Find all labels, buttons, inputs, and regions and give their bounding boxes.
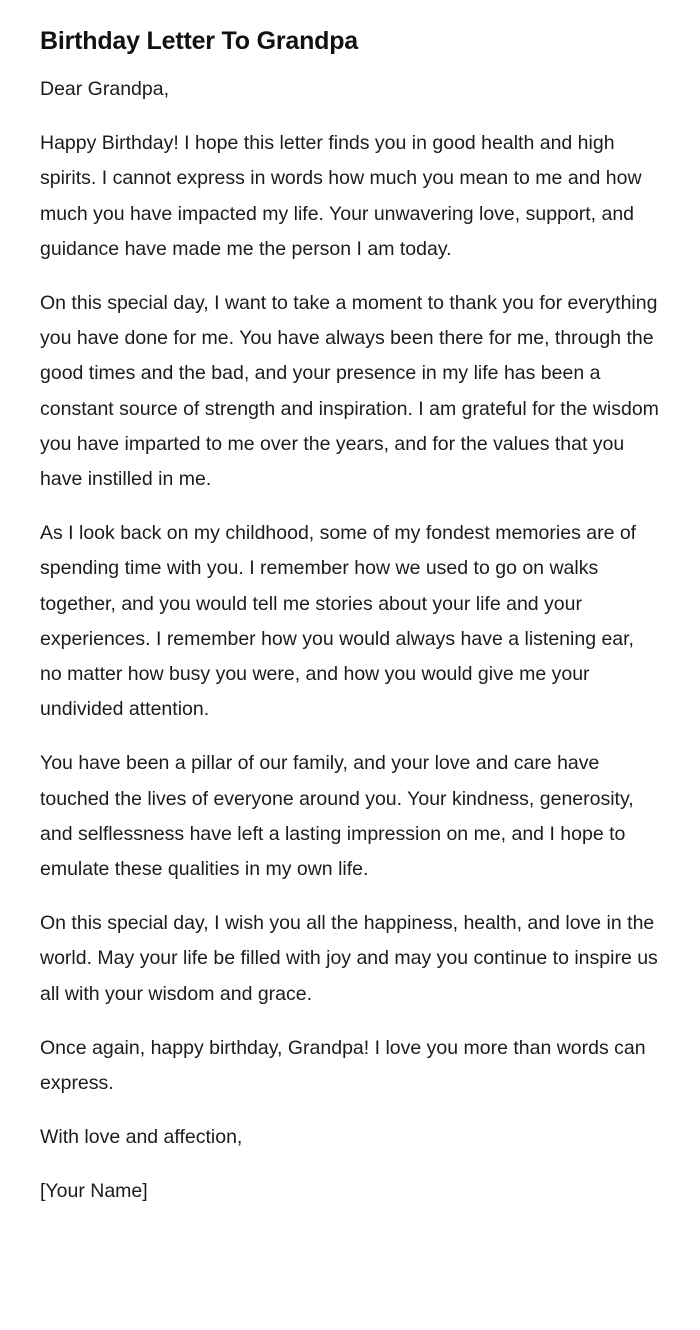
letter-paragraph: Happy Birthday! I hope this letter finds you in good health and high spirits. I cannot express in words how much you mean to me and how much you have impacted my life. Your unwavering love, support, and guidance have made me the person I am today. bbox=[40, 132, 642, 260]
letter-paragraph: On this special day, I want to take a moment to thank you for everything you have done for me. You have always been there for me, through the good times and the bad, and your presence in my life has been a constant source of strength and inspiration. I am grateful for the wisdom you have imparted to me over the years, and for the values that you have instilled in me. bbox=[40, 292, 659, 491]
letter-paragraph: On this special day, I wish you all the happiness, health, and love in the world. May your life be filled with joy and may you continue to inspire us all with your wisdom and grace. bbox=[40, 912, 658, 1005]
letter-closing: With love and affection, bbox=[40, 1126, 243, 1149]
page-title: Birthday Letter To Grandpa bbox=[40, 27, 358, 55]
letter-signature: [Your Name] bbox=[40, 1180, 148, 1203]
letter-paragraph: You have been a pillar of our family, and your love and care have touched the lives of everyone around you. Your kindness, generosity, and selflessness have left a lasting impression on me, and I hope to emulate these qualities in my own life. bbox=[40, 752, 634, 881]
letter-greeting: Dear Grandpa, bbox=[40, 78, 169, 100]
letter-paragraph: As I look back on my childhood, some of my fondest memories are of spending time with you. I remember how we used to go on walks together, and you would tell me stories about your life and your experiences. I remember how you would always have a listening ear, no matter how busy you were, and how you would give me your undivided attention. bbox=[40, 522, 637, 721]
letter-paragraph: Once again, happy birthday, Grandpa! I love you more than words can express. bbox=[40, 1036, 646, 1095]
